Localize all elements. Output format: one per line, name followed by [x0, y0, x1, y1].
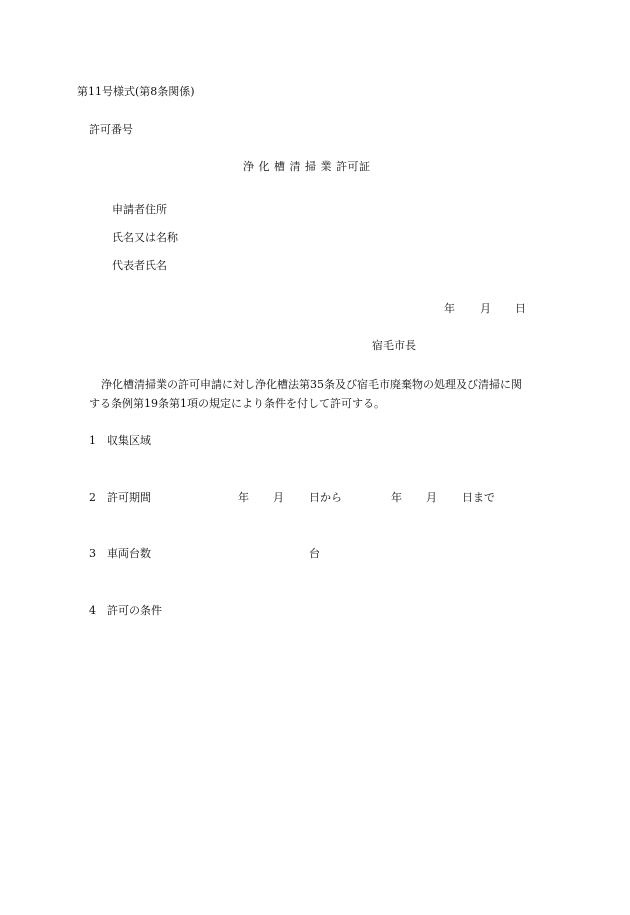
issue-date-year: 年 [444, 302, 455, 315]
permit-conditions-label: 許可の条件 [107, 604, 162, 617]
body-text-line-1: 浄化槽清掃業の許可申請に対し浄化槽法第35条及び宿毛市廃棄物の処理及び清掃に関 [101, 378, 522, 391]
collection-area-label: 収集区域 [107, 434, 151, 447]
form-number: 第11号様式(第8条関係) [77, 85, 195, 98]
applicant-name-label: 氏名又は名称 [112, 231, 178, 244]
body-text-line-2: する条例第19条第1項の規定により条件を付して許可する。 [89, 397, 385, 410]
period-from-year: 年 [238, 491, 249, 504]
vehicle-count-unit: 台 [309, 547, 320, 560]
permit-number-label: 許可番号 [89, 123, 133, 136]
item-4-number: 4 [89, 604, 96, 617]
period-from-month: 月 [273, 491, 284, 504]
representative-name-label: 代表者氏名 [112, 259, 167, 272]
vehicle-count-label: 車両台数 [107, 547, 151, 560]
item-3-number: 3 [89, 547, 96, 560]
period-to-day: 日まで [462, 491, 495, 504]
permit-period-label: 許可期間 [107, 491, 151, 504]
issue-date-day: 日 [515, 302, 526, 315]
item-1-number: 1 [89, 434, 96, 447]
item-2-number: 2 [89, 491, 96, 504]
issue-date-month: 月 [480, 302, 491, 315]
period-to-year: 年 [391, 491, 402, 504]
period-to-month: 月 [426, 491, 437, 504]
period-from-day: 日から [309, 491, 342, 504]
document-title: 浄 化 槽 清 掃 業 許可証 [243, 160, 371, 173]
applicant-address-label: 申請者住所 [112, 203, 167, 216]
issuer: 宿毛市長 [372, 339, 416, 352]
